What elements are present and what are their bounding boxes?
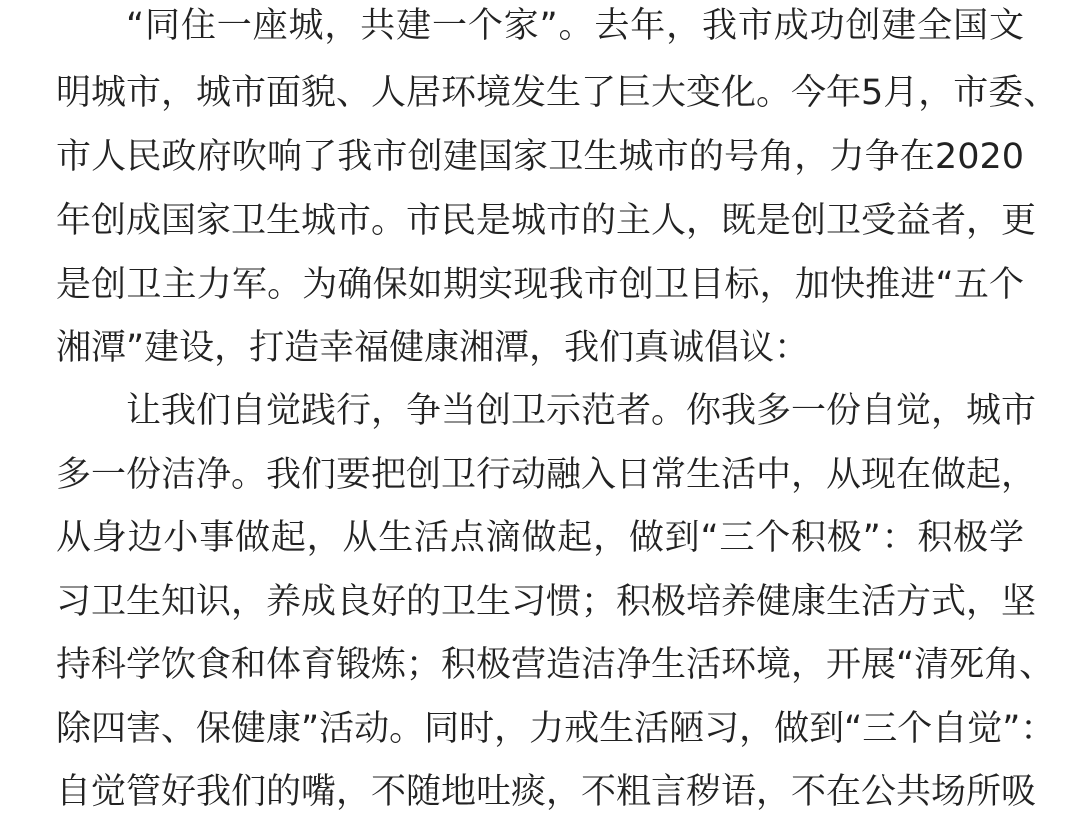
paragraph-2-line-4: 习卫生知识，养成良好的卫生习惯；积极培养健康生活方式，坚	[56, 582, 1037, 622]
paragraph-2-line-5: 持科学饮食和体育锻炼；积极营造洁净生活环境，开展“清死角、	[56, 645, 1055, 685]
paragraph-1-line-3: 市人民政府吹响了我市创建国家卫生城市的号角，力争在2020	[56, 137, 1024, 177]
paragraph-1-line-1: “同住一座城，共建一个家”。去年，我市成功创建全国文	[126, 6, 1024, 46]
paragraph-2-line-7: 自觉管好我们的嘴，不随地吐痰，不粗言秽语，不在公共场所吸	[56, 772, 1037, 812]
paragraph-2-line-2: 多一份洁净。我们要把创卫行动融入日常生活中，从现在做起，	[56, 455, 1037, 495]
paragraph-2-line-6: 除四害、保健康”活动。同时，力戒生活陋习，做到“三个自觉”：	[56, 709, 1056, 749]
paragraph-1-line-6: 湘潭”建设，打造幸福健康湘潭，我们真诚倡议：	[56, 328, 810, 368]
paragraph-1-line-5: 是创卫主力军。为确保如期实现我市创卫目标，加快推进“五个	[56, 265, 1024, 305]
paragraph-2-line-3: 从身边小事做起，从生活点滴做起，做到“三个积极”：积极学	[56, 518, 1024, 558]
paragraph-1-line-2: 明城市，城市面貌、人居环境发生了巨大变化。今年5月，市委、	[56, 73, 1059, 113]
paragraph-1-line-4: 年创成国家卫生城市。市民是城市的主人，既是创卫受益者，更	[56, 201, 1037, 241]
paragraph-2-line-1: 让我们自觉践行，争当创卫示范者。你我多一份自觉，城市	[126, 391, 1037, 431]
